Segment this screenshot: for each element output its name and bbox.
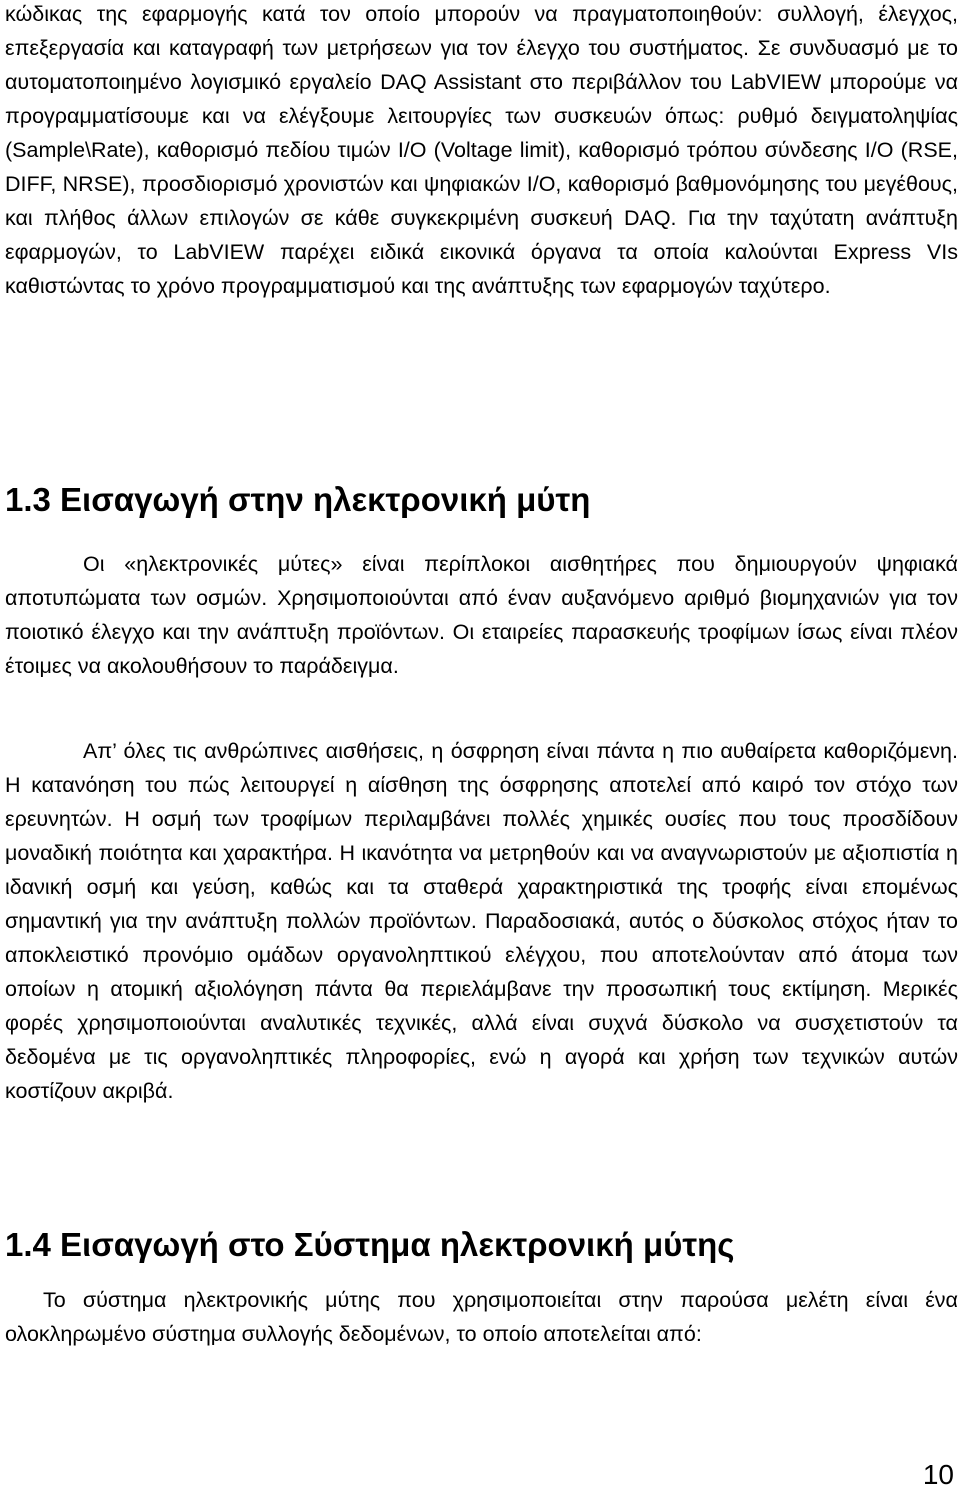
section-1-3-heading: 1.3 Εισαγωγή στην ηλεκτρονική μύτη — [5, 481, 591, 518]
section-1-4-paragraph-1: Το σύστημα ηλεκτρονικής μύτης που χρησιμοποιείται στην παρούσα μελέτη είναι ένα ολοκληρωμένο σύστημα συλλογής δεδομένων, το οποίο αποτελείται από: — [5, 1288, 958, 1346]
section-1-3-paragraph-1: Οι «ηλεκτρονικές μύτες» είναι περίπλοκοι αισθητήρες που δημιουργούν ψηφιακά αποτυπώματα των οσμών. Χρησιμοποιούνται από έναν αυξανόμενο αριθμό βιομηχανιών για τον ποιοτικό έλεγχο και την ανάπτυξη προϊόντων. Οι εταιρείες παρασκευής τροφίμων ίσως είναι πλέον έτοιμες να ακολουθήσουν το παράδειγμα. — [5, 552, 958, 678]
intro-paragraph: κώδικας της εφαρμογής κατά τον οποίο μπορούν να πραγματοποιηθούν: συλλογή, έλεγχος, επεξεργασία και καταγραφή των μετρήσεων για τον έλεγχο του συστήματος. Σε συνδυασμό με το αυτοματοποιημένο λογισμικό εργαλείο DAQ Assistant στο περιβάλλον του LabVIEW μπορούμε να προγραμματίσουμε και να ελέγξουμε λειτουργίες των συσκευών όπως: ρυθμό δειγματοληψίας (Sample\Rate), καθορισμό πεδίου τιμών I/O (Voltage limit), καθορισμό τρόπου σύνδεσης I/O (RSE, DIFF, NRSE), προσδιορισμό χρονιστών και ψηφιακών I/O, καθορισμό βαθμονόμησης του μεγέθους, και πλήθος άλλων επιλογών σε κάθε συγκεκριμένη συσκευή DAQ. Για την ταχύτατη ανάπτυξη εφαρμογών, το LabVIEW παρέχει ειδικά εικονικά όργανα τα οποία καλούνται Express VIs καθιστώντας το χρόνο προγραμματισμού και της ανάπτυξης των εφαρμογών ταχύτερο. — [5, 2, 958, 298]
section-1-3-paragraph-2: Απ’ όλες τις ανθρώπινες αισθήσεις, η όσφρηση είναι πάντα η πιο αυθαίρετα καθοριζόμενη. Η κατανόηση του πώς λειτουργεί η αίσθηση της όσφρησης αποτελεί από καιρό τον στόχο των ερευνητών. Η οσμή των τροφίμων περιλαμβάνει πολλές χημικές ουσίες που τους προσδίδουν μοναδική ποιότητα και χαρακτήρα. Η ικανότητα να μετρηθούν και να αναγνωριστούν με αξιοπιστία η ιδανική οσμή και γεύση, καθώς και τα σταθερά χαρακτηριστικά της τροφής είναι επομένως σημαντική για την ανάπτυξη πολλών προϊόντων. Παραδοσιακά, αυτός ο δύσκολος στόχος ήταν το αποκλειστικό προνόμιο ομάδων οργανοληπτικού ελέγχου, που αποτελούνταν από άτομα των οποίων η ατομική αξιολόγηση πάντα θα περιελάμβανε την προσωπική τους εκτίμηση. Μερικές φορές χρησιμοποιούνται αναλυτικές τεχνικές, αλλά είναι συχνά δύσκολο να συσχετιστούν τα δεδομένα με τις οργανοληπτικές πληροφορίες, ενώ η αγορά και χρήση των τεχνικών αυτών κοστίζουν ακριβά. — [5, 739, 958, 1103]
section-1-4-heading: 1.4 Εισαγωγή στο Σύστημα ηλεκτρονική μύτης — [5, 1226, 735, 1263]
page-number: 10 — [922, 1459, 954, 1490]
